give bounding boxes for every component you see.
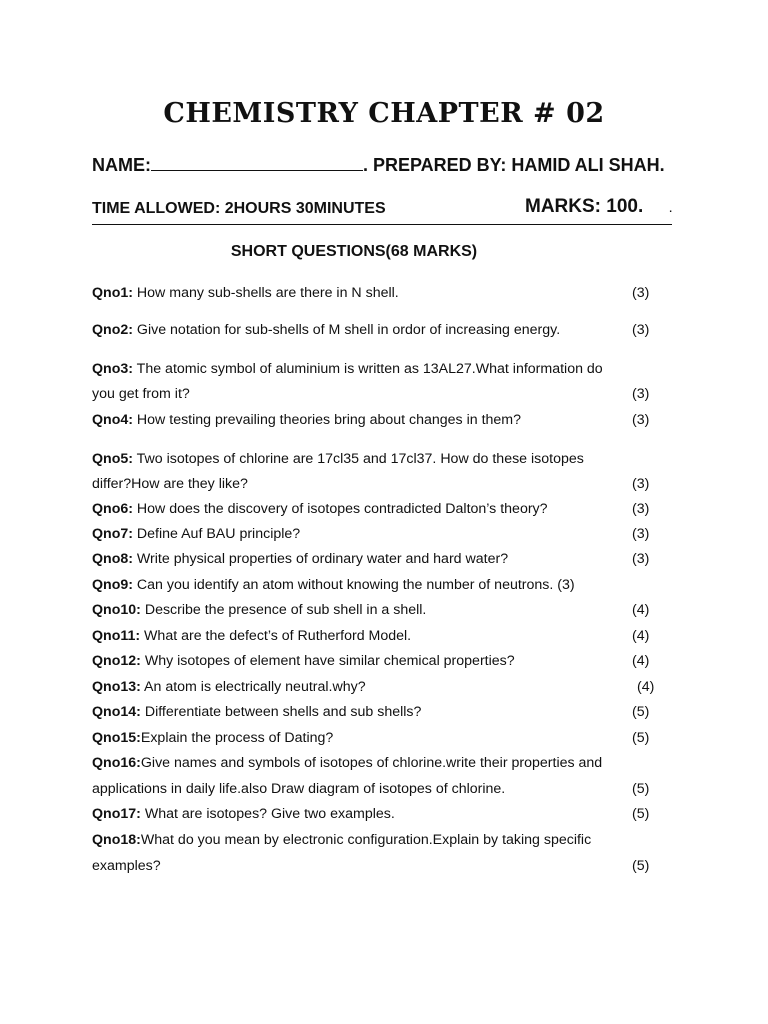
question-18-line-2: examples?: [92, 858, 161, 874]
question-label: Qno10:: [92, 602, 141, 618]
question-marks: (5): [632, 730, 650, 746]
question-marks: (5): [632, 704, 650, 720]
question-label: Qno12:: [92, 653, 141, 669]
question-marks: (3): [632, 526, 650, 542]
question-label: Qno1:: [92, 285, 133, 301]
section-title: SHORT QUESTIONS(68 MARKS): [230, 243, 478, 260]
question-3: [92, 357, 682, 382]
marks-dot: .: [669, 204, 672, 215]
question-text: Differentiate between shells and sub shells?: [140, 704, 422, 720]
question-text: Two isotopes of chlorine are 17cl35 and 17cl37. How do these isotopes: [132, 451, 584, 467]
question-6: [92, 497, 682, 522]
question-marks: (4): [632, 653, 650, 669]
question-marks: (5): [632, 781, 650, 797]
question-label: Qno9:: [92, 577, 133, 593]
time-row: [92, 196, 672, 225]
question-text: Give names and symbols of isotopes of chlorine.write their properties and: [140, 755, 603, 771]
question-label: Qno11:: [92, 628, 141, 644]
question-16-line-2: applications in daily life.also Draw diagram of isotopes of chlorine.: [92, 781, 506, 797]
question-text: Write physical properties of ordinary water and hard water?: [132, 551, 509, 567]
question-marks: (4): [637, 679, 655, 695]
question-label: Qno2:: [92, 322, 133, 338]
question-text: The atomic symbol of aluminium is written as 13AL27.What information do: [132, 361, 603, 377]
question-marks: (4): [632, 628, 650, 644]
question-15: [92, 726, 682, 751]
question-16: [92, 751, 682, 776]
name-blank-line: [151, 150, 363, 171]
question-label: Qno3:: [92, 361, 133, 377]
question-7: [92, 522, 682, 547]
question-label: Qno7:: [92, 526, 133, 542]
question-1: [92, 281, 682, 306]
question-text: Can you identify an atom without knowing the number of neutrons. (3): [132, 577, 575, 593]
question-text: Define Auf BAU principle?: [132, 526, 301, 542]
question-marks: (3): [632, 476, 650, 492]
page-title: CHEMISTRY CHAPTER # 02: [163, 98, 605, 129]
question-12: [92, 649, 682, 674]
name-label: NAME:: [92, 155, 151, 175]
total-marks: MARKS: 100.: [525, 196, 644, 217]
name-row: [92, 150, 712, 180]
question-18: [92, 828, 682, 853]
question-text: What are isotopes? Give two examples.: [140, 806, 395, 822]
question-text: How many sub-shells are there in N shell.: [132, 285, 399, 301]
question-marks: (3): [632, 551, 650, 567]
question-17: [92, 802, 682, 827]
question-13: [92, 675, 682, 700]
question-marks: (5): [632, 806, 650, 822]
question-text: What are the defect’s of Rutherford Model.: [140, 628, 412, 644]
question-text: Give notation for sub-shells of M shell in ordor of increasing energy.: [132, 322, 561, 338]
question-3-line-2: you get from it?: [92, 386, 190, 402]
question-marks: (3): [632, 501, 650, 517]
question-9: [92, 573, 682, 598]
question-label: Qno15:: [92, 730, 141, 746]
time-allowed: TIME ALLOWED: 2HOURS 30MINUTES: [92, 200, 386, 217]
question-marks: (5): [632, 858, 650, 874]
question-label: Qno5:: [92, 451, 133, 467]
question-label: Qno6:: [92, 501, 133, 517]
question-text: How testing prevailing theories bring about changes in them?: [132, 412, 522, 428]
question-text: How does the discovery of isotopes contradicted Dalton’s theory?: [132, 501, 548, 517]
question-label: Qno13:: [92, 679, 141, 695]
question-label: Qno8:: [92, 551, 133, 567]
question-text: Describe the presence of sub shell in a shell.: [140, 602, 427, 618]
question-label: Qno17:: [92, 806, 141, 822]
question-marks: (4): [632, 602, 650, 618]
question-4: [92, 408, 682, 433]
question-text: An atom is electrically neutral.why?: [140, 679, 366, 695]
question-text: What do you mean by electronic configuration.Explain by taking specific: [140, 832, 592, 848]
question-marks: (3): [632, 412, 650, 428]
question-marks: (3): [632, 386, 650, 402]
question-8: [92, 547, 682, 572]
question-text: Why isotopes of element have similar chemical properties?: [140, 653, 515, 669]
question-text: Explain the process of Dating?: [140, 730, 334, 746]
question-label: Qno4:: [92, 412, 133, 428]
question-2: [92, 318, 682, 343]
prepared-by: . PREPARED BY: HAMID ALI SHAH.: [363, 155, 665, 175]
question-marks: (3): [632, 322, 650, 338]
question-5: [92, 447, 682, 472]
question-label: Qno18:: [92, 832, 141, 848]
question-label: Qno14:: [92, 704, 141, 720]
question-label: Qno16:: [92, 755, 141, 771]
question-14: [92, 700, 682, 725]
question-marks: (3): [632, 285, 650, 301]
question-5-line-2: differ?How are they like?: [92, 476, 248, 492]
question-10: [92, 598, 682, 623]
question-11: [92, 624, 682, 649]
